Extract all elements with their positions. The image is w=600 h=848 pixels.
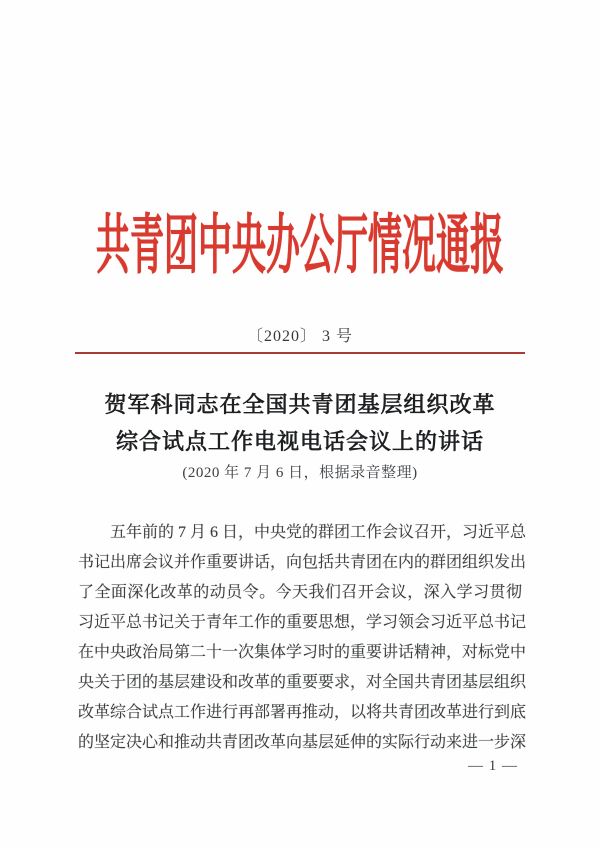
masthead-row bbox=[0, 212, 600, 284]
body-text-line: 五年前的 7 月 6 日，中央党的群团工作会议召开，习近平总 bbox=[110, 524, 527, 541]
body-text-line: 习近平总书记关于青年工作的重要思想，学习领会习近平总书记 bbox=[78, 614, 527, 631]
document-title-line2: 综合试点工作电视电话会议上的讲话 bbox=[115, 429, 484, 454]
body-text-line: 在中央政治局第二十一次集体学习时的重要讲话精神，对标党中 bbox=[78, 644, 527, 661]
body-paragraph bbox=[78, 518, 527, 758]
date-note: (2020 年 7 月 6 日，根据录音整理) bbox=[182, 465, 418, 481]
document-title-line1: 贺军科同志在全国共青团基层组织改革 bbox=[104, 392, 496, 417]
page-number: — 1 — bbox=[468, 758, 518, 774]
masthead-title: 共青团中央办公厅情况通报 bbox=[96, 211, 504, 283]
body-text-line: 改革综合试点工作进行再部署再推动，以将共青团改革进行到底 bbox=[78, 704, 527, 721]
issue-number: 〔2020〕 3 号 bbox=[246, 328, 353, 345]
body-text-line: 了全面深化改革的动员令。今天我们召开会议，深入学习贯彻 bbox=[78, 584, 522, 601]
body-text-line: 央关于团的基层建设和改革的重要要求，对全国共青团基层组织 bbox=[78, 674, 527, 691]
document-title bbox=[0, 386, 600, 460]
body-text-line: 书记出席会议并作重要讲话，向包括共青团在内的群团组织发出 bbox=[78, 554, 527, 571]
body-text-line: 的坚定决心和推动共青团改革向基层延伸的实际行动来进一步深 bbox=[78, 734, 527, 751]
red-divider-rule bbox=[75, 352, 525, 354]
